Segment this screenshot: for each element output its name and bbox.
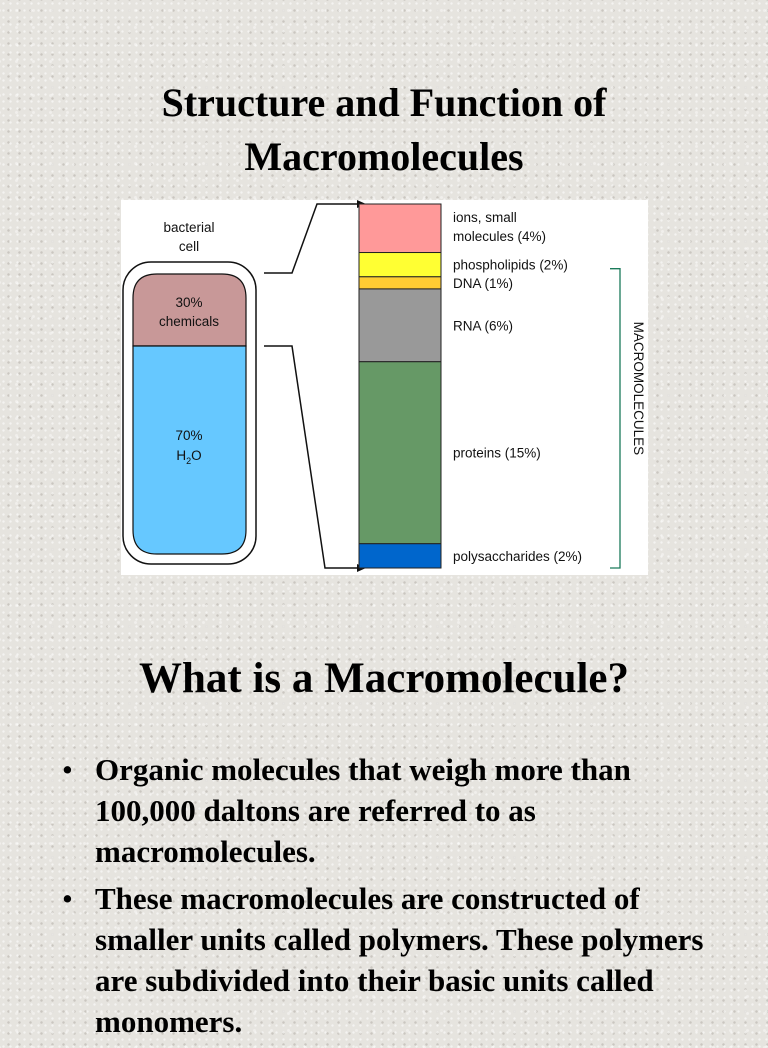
segment-label-5: polysaccharides (2%) <box>453 548 583 564</box>
water-region <box>133 346 246 554</box>
cell-composition-figure <box>121 200 648 575</box>
connector-bottom <box>264 346 357 568</box>
section-heading: What is a Macromolecule? <box>138 655 630 702</box>
segment-label-0-line-2: molecules (4%) <box>453 229 547 244</box>
water-label-h: H <box>176 448 187 463</box>
bar-segment-2 <box>359 277 441 289</box>
bullet-dot: • <box>62 881 73 916</box>
bullet-dot: • <box>62 752 73 787</box>
segment-label-1: phospholipids (2%) <box>453 257 568 273</box>
water-label-sub: 2 <box>186 456 192 466</box>
bullet-text-1: Organic molecules that weigh more than 100,000 daltons are referred to as macromolecules. <box>95 752 631 869</box>
segment-label-2: DNA (1%) <box>453 275 514 291</box>
bullet-text-2: These macromolecules are constructed of smaller units called polymers. These polymers are subdivided into their basic units called monomers. <box>95 881 704 1039</box>
figure-canvas <box>121 200 648 575</box>
stacked-bar <box>359 204 441 568</box>
segment-label-4: proteins (15%) <box>453 445 541 461</box>
bar-segment-5 <box>359 544 441 568</box>
segment-label-0-line-1: ions, small <box>453 210 517 225</box>
bar-segment-4 <box>359 362 441 544</box>
bar-segment-3 <box>359 289 441 362</box>
chemicals-label: chemicals <box>158 314 220 329</box>
water-pct: 70% <box>175 428 203 443</box>
title-line-2: Macromolecules <box>244 134 524 179</box>
chemicals-region <box>133 274 246 346</box>
cell-label-line-2: cell <box>178 239 200 254</box>
cell-label-line-1: bacterial <box>163 220 215 235</box>
water-label-o: O <box>191 448 202 463</box>
bullet-item-1 <box>60 749 720 872</box>
bullet-list <box>60 749 720 1048</box>
title-line-1: Structure and Function of <box>161 80 607 125</box>
bullet-item-2 <box>60 878 720 1042</box>
connector-top <box>264 204 357 273</box>
segment-label-3: RNA (6%) <box>453 318 514 334</box>
macromolecules-label: MACROMOLECULES <box>631 321 646 456</box>
slide-title <box>0 76 768 184</box>
bar-segment-1 <box>359 253 441 277</box>
segment-labels <box>453 210 582 564</box>
chemicals-pct: 30% <box>175 295 203 310</box>
macromolecules-bracket <box>610 269 620 568</box>
bar-segment-0 <box>359 204 441 253</box>
